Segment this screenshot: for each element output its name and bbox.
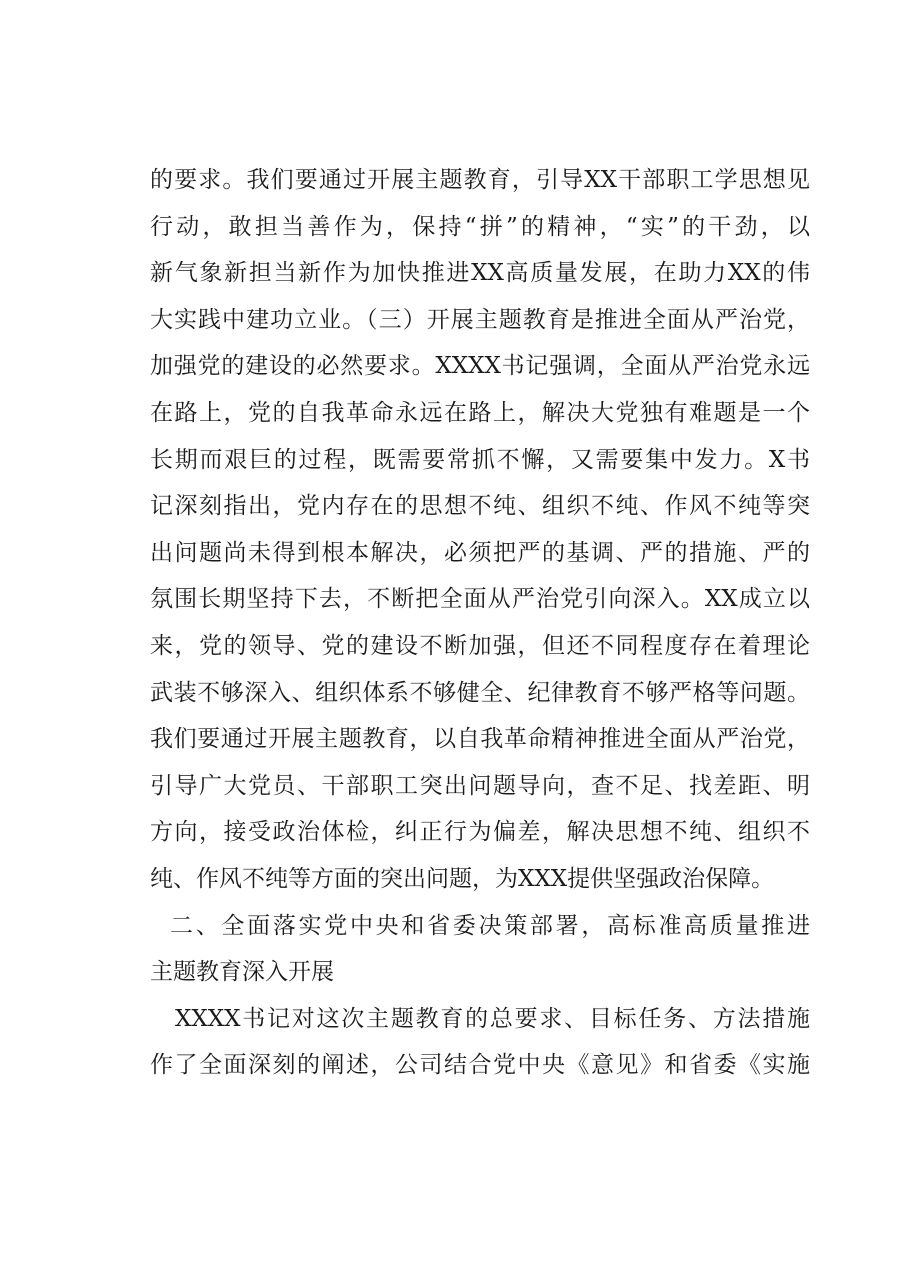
body-line: 加强党的建设的必然要求。XXXX书记强调，全面从严治党永远 [150,353,810,380]
body-line: 行动，敢担当善作为，保持“拼”的精神，“实”的干劲，以 [150,213,810,240]
body-line: 的要求。我们要通过开展主题教育，引导XX干部职工学思想见 [150,167,810,193]
body-line: 作了全面深刻的阐述，公司结合党中央《意见》和省委《实施 [150,1052,810,1079]
body-line: 我们要通过开展主题教育，以自我革命精神推进全面从严治党， [150,726,810,753]
body-line: 武装不够深入、组织体系不够健全、纪律教育不够严格等问题。 [150,679,810,706]
body-line: 长期而艰巨的过程，既需要常抓不懈，又需要集中发力。X书 [150,446,810,473]
body-line: 在路上，党的自我革命永远在路上，解决大党独有难题是一个 [150,399,810,426]
body-line: 方向，接受政治体检，纠正行为偏差，解决思想不纯、组织不 [150,819,810,846]
body-line: 引导广大党员、干部职工突出问题导向，查不足、找差距、明 [150,772,810,799]
body-line: 氛围长期坚持下去，不断把全面从严治党引向深入。XX成立以 [150,586,810,613]
body-line: 来，党的领导、党的建设不断加强，但还不同程度存在着理论 [150,632,810,659]
body-line: 出问题尚未得到根本解决，必须把严的基调、严的措施、严的 [150,539,810,566]
body-line: 大实践中建功立业。（三）开展主题教育是推进全面从严治党， [150,306,810,333]
body-line: 记深刻指出，党内存在的思想不纯、组织不纯、作风不纯等突 [150,493,810,520]
body-line: 新气象新担当新作为加快推进XX高质量发展，在助力XX的伟 [150,260,810,287]
section-heading-line: 主题教育深入开展 [150,959,334,986]
body-line: XXXX书记对这次主题教育的总要求、目标任务、方法措施 [175,1005,810,1032]
section-heading-line: 二、全面落实党中央和省委决策部署，高标准高质量推进 [170,912,810,939]
document-body [150,157,810,1089]
body-line: 纯、作风不纯等方面的突出问题，为XXX提供坚强政治保障。 [150,865,775,892]
